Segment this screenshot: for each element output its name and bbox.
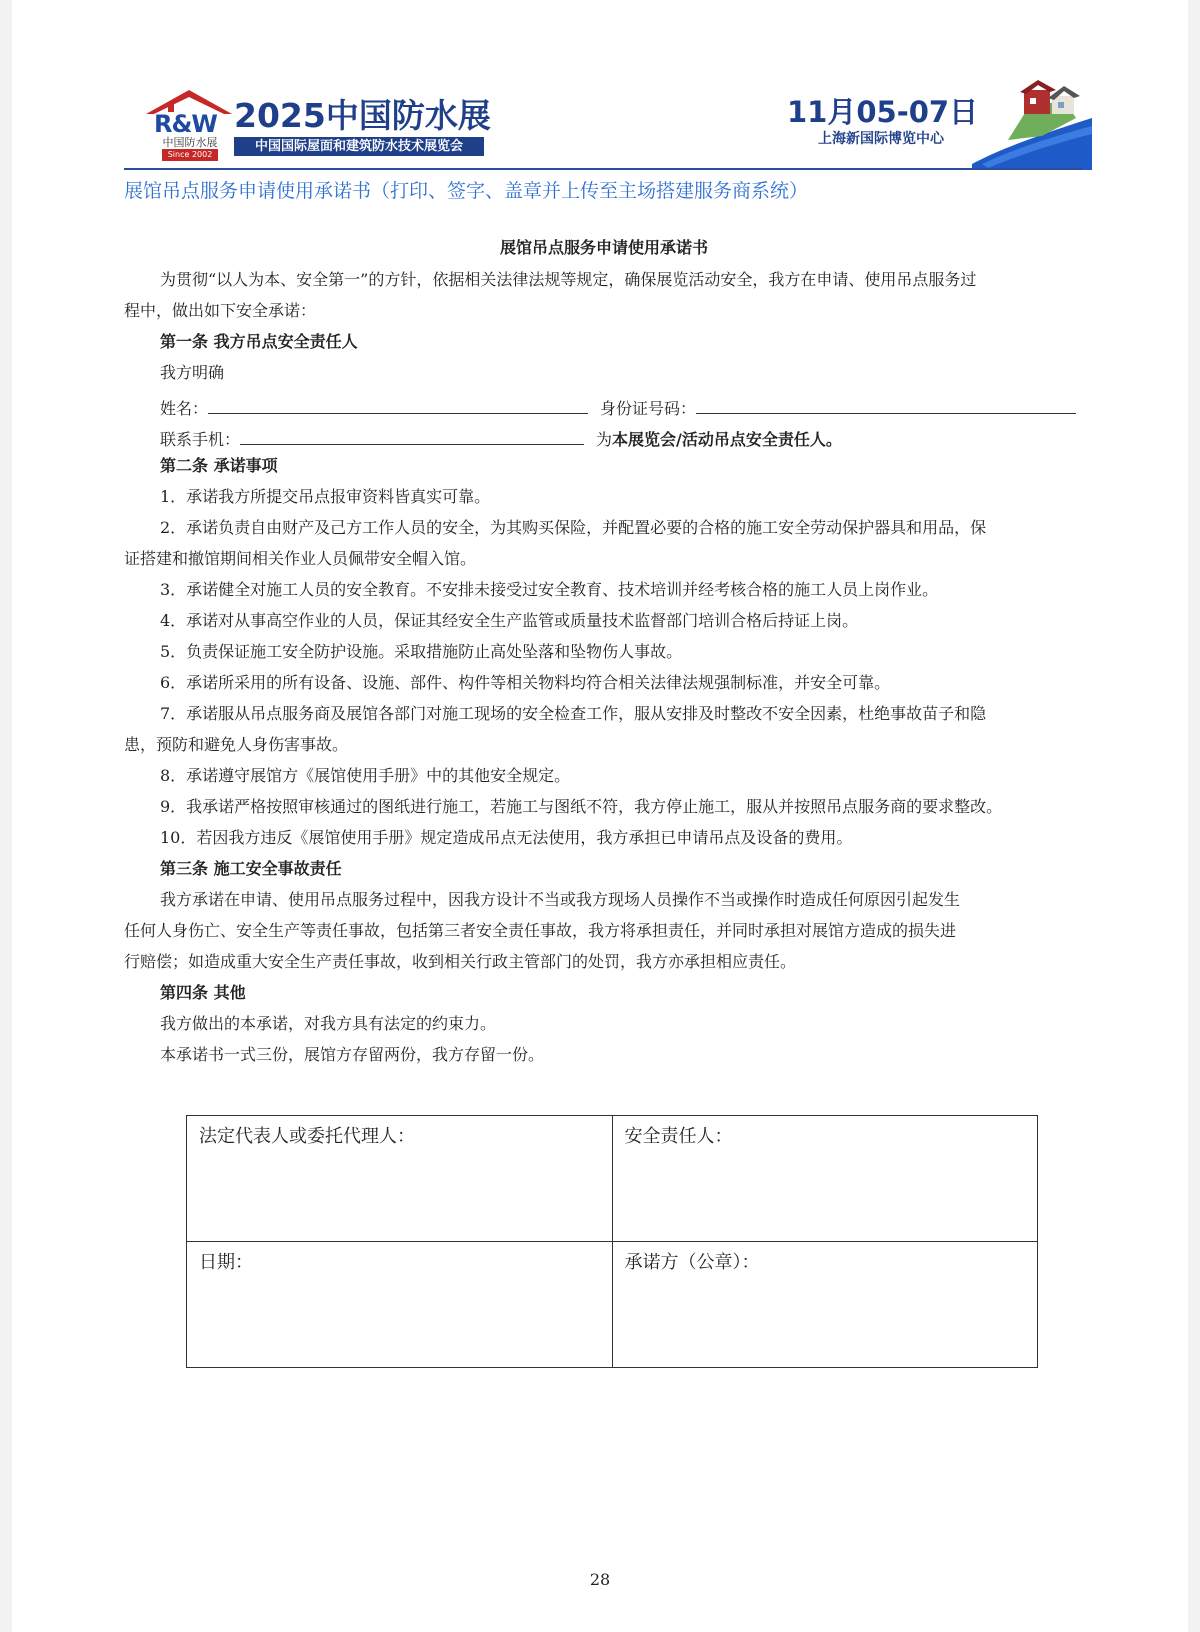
commitment-item-2: 2．承诺负责自由财产及己方工作人员的安全，为其购买保险，并配置必要的合格的施工安全劳动保护器具和用品，保 <box>160 518 987 537</box>
safety-officer-cell[interactable] <box>612 1116 1038 1242</box>
commitment-letter-body <box>124 232 1084 1070</box>
article-3-title: 第三条 施工安全事故责任 <box>160 859 342 878</box>
rw-logo <box>144 82 234 162</box>
name-id-row <box>124 388 1084 419</box>
article-4-line-1: 我方做出的本承诺，对我方具有法定的约束力。 <box>160 1014 497 1033</box>
legal-representative-cell[interactable] <box>187 1116 613 1242</box>
legal-representative-label: 法定代表人或委托代理人： <box>199 1126 415 1147</box>
commitment-item-10: 10．若因我方违反《展馆使用手册》规定造成吊点无法使用，我方承担已申请吊点及设备的费用。 <box>160 828 853 847</box>
document-page <box>12 0 1188 1632</box>
date-cell[interactable] <box>187 1242 613 1368</box>
intro-paragraph-cont: 程中，做出如下安全承诺： <box>124 301 317 320</box>
commitment-item-2-cont: 证搭建和撤馆期间相关作业人员佩带安全帽入馆。 <box>124 549 477 568</box>
article-3-paragraph-cont-1: 任何人身伤亡、安全生产等责任事故，包括第三者安全责任事故，我方将承担责任，并同时承担对展馆方造成的损失进 <box>124 921 957 940</box>
article-4-title: 第四条 其他 <box>160 983 246 1002</box>
commitment-item-6: 6．承诺所采用的所有设备、设施、部件、构件等相关物料均符合相关法律法规强制标准，并安全可靠。 <box>160 673 891 692</box>
id-number-input-line[interactable] <box>696 393 1076 414</box>
commitment-item-7-cont: 患，预防和避免人身伤害事故。 <box>124 735 349 754</box>
commitment-item-3: 3．承诺健全对施工人员的安全教育。不安排未接受过安全教育、技术培训并经考核合格的施工人员上岗作业。 <box>160 580 939 599</box>
safety-officer-label: 安全责任人： <box>624 1126 733 1147</box>
letter-title: 展馆吊点服务申请使用承诺书 <box>499 238 708 257</box>
intro-paragraph: 为贯彻“以人为本、安全第一”的方针，依据相关法律法规等规定，确保展览活动安全，我方在申请、使用吊点服务过 <box>160 270 977 289</box>
logo-subtext: 中国防水展 <box>162 136 218 149</box>
commitment-item-4: 4．承诺对从事高空作业的人员，保证其经安全生产监管或质量技术监督部门培训合格后持证上岗。 <box>160 611 859 630</box>
promisor-seal-cell[interactable] <box>612 1242 1038 1368</box>
logo-text: R&W <box>154 110 217 138</box>
id-number-label: 身份证号码： <box>600 399 697 418</box>
commitment-item-8: 8．承诺遵守展馆方《展馆使用手册》中的其他安全规定。 <box>160 766 571 785</box>
document-heading: 展馆吊点服务申请使用承诺书（打印、签字、盖章并上传至主场搭建服务商系统） <box>124 180 809 202</box>
page-header <box>12 0 1188 172</box>
commitment-item-7: 7．承诺服从吊点服务商及展馆各部门对施工现场的安全检查工作，服从安排及时整改不安全因素，杜绝事故苗子和隐 <box>160 704 987 723</box>
expo-dates: 11月05-07日 <box>787 95 979 129</box>
phone-role-row <box>124 419 1084 450</box>
name-input-line[interactable] <box>208 393 588 414</box>
house-waterproof-art-icon <box>972 78 1092 170</box>
article-2-title: 第二条 承诺事项 <box>160 456 278 475</box>
expo-title: 2025中国防水展 <box>234 96 491 135</box>
commitment-item-9: 9．我承诺严格按照审核通过的图纸进行施工，若施工与图纸不符，我方停止施工，服从并按照吊点服务商的要求整改。 <box>160 797 1003 816</box>
header-divider <box>124 168 1082 170</box>
expo-subtitle: 中国国际屋面和建筑防水技术展览会 <box>234 137 484 156</box>
article-3-paragraph-cont-2: 行赔偿；如造成重大安全生产责任事故，收到相关行政主管部门的处罚，我方亦承担相应责任。 <box>124 952 797 971</box>
article-1-title: 第一条 我方吊点安全责任人 <box>160 332 358 351</box>
name-label: 姓名： <box>160 399 209 418</box>
commitment-item-1: 1．承诺我方所提交吊点报审资料皆真实可靠。 <box>160 487 491 506</box>
article-4-line-2: 本承诺书一式三份，展馆方存留两份，我方存留一份。 <box>160 1045 545 1064</box>
role-prefix: 为 <box>596 430 613 449</box>
page-number: 28 <box>589 1570 611 1589</box>
article-3-paragraph: 我方承诺在申请、使用吊点服务过程中，因我方设计不当或我方现场人员操作不当或操作时造成任何原因引起发生 <box>160 890 961 909</box>
date-label: 日期： <box>199 1252 253 1273</box>
phone-input-line[interactable] <box>240 424 584 445</box>
promisor-seal-label: 承诺方（公章）： <box>624 1252 760 1273</box>
signature-row-2 <box>187 1242 1038 1368</box>
signature-row-1 <box>187 1116 1038 1242</box>
expo-venue: 上海新国际博览中心 <box>818 131 944 147</box>
role-statement: 本展览会/活动吊点安全责任人。 <box>612 430 842 449</box>
logo-since-badge: Since 2002 <box>162 149 218 161</box>
commitment-item-5: 5．负责保证施工安全防护设施。采取措施防止高处坠落和坠物伤人事故。 <box>160 642 683 661</box>
signature-table <box>186 1115 1038 1368</box>
article-1-lead: 我方明确 <box>160 363 225 382</box>
phone-label: 联系手机： <box>160 430 241 449</box>
